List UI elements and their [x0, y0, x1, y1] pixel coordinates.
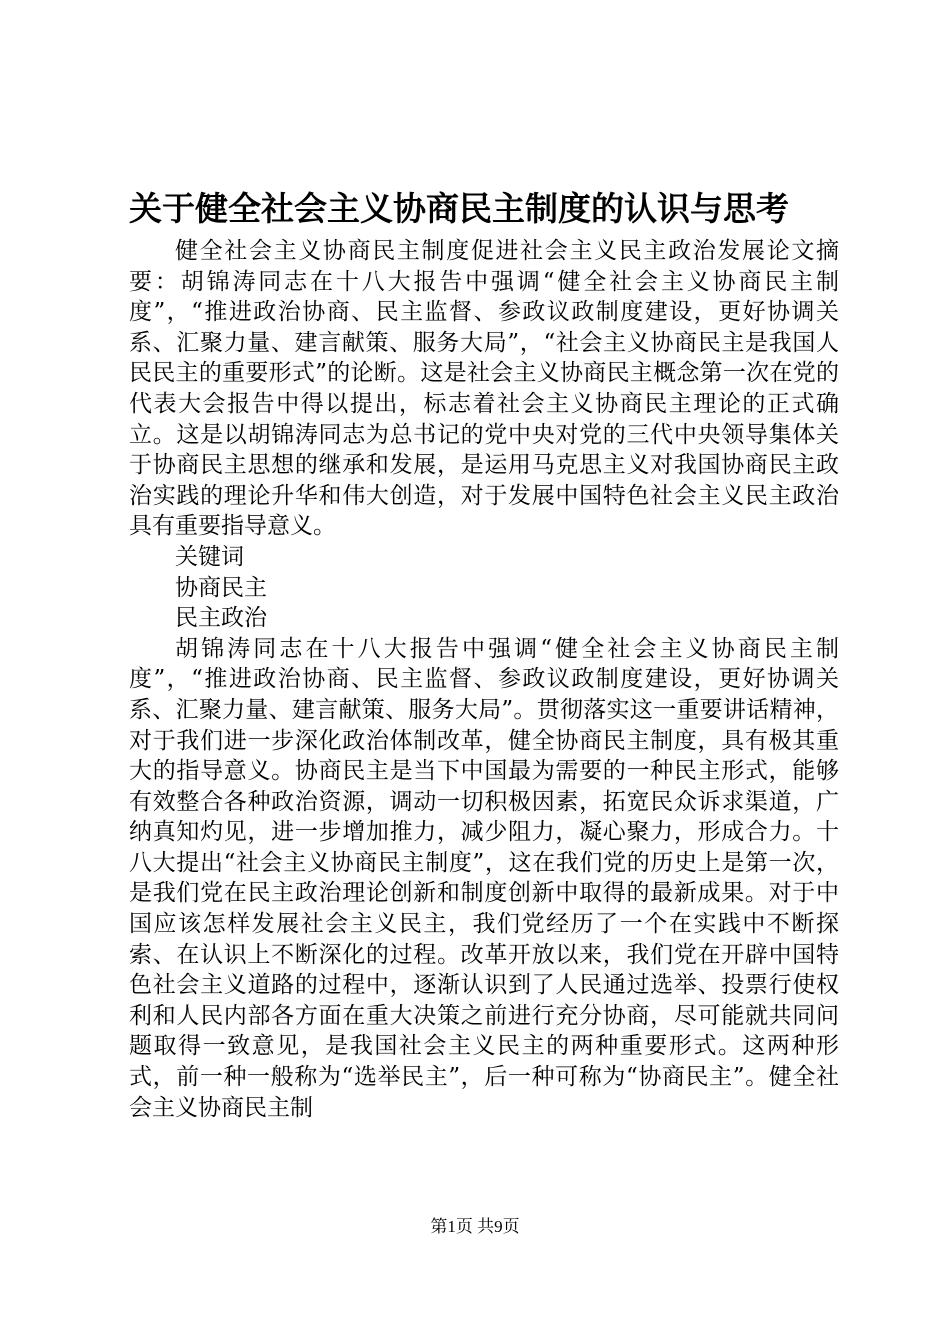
document-title: 关于健全社会主义协商民主制度的认识与思考 — [129, 189, 789, 228]
page-number-footer: 第1页 共9页 — [430, 1217, 520, 1236]
abstract-paragraph: 健全社会主义协商民主制度促进社会主义民主政治发展论文摘要：胡锦涛同志在十八大报告中强调“健全社会主义协商民主制度”，“推进政治协商、民主监督、参政议政制度建设，更好协调关系、汇聚力量、建言献策、服务大局”，“社会主义协商民主是我国人民民主的重要形式”的论断。这是社会主义协商民主概念第一次在党的代表大会报告中得以提出，标志着社会主义协商民主理论的正式确立。这是以胡锦涛同志为总书记的党中央对党的三代中央领导集体关于协商民主思想的继承和发展，是运用马克思主义对我国协商民主政治实践的理论升华和伟大创造，对于发展中国特色社会主义民主政治具有重要指导意义。 — [129, 238, 839, 540]
document-body — [129, 236, 839, 1123]
keyword-item: 民主政治 — [175, 605, 267, 632]
keywords-label: 关键词 — [175, 543, 244, 570]
keyword-item: 协商民主 — [175, 574, 267, 601]
body-paragraph: 胡锦涛同志在十八大报告中强调“健全社会主义协商民主制度”，“推进政治协商、民主监督、参政议政制度建设，更好协调关系、汇聚力量、建言献策、服务大局”。贯彻落实这一重要讲话精神，对于我们进一步深化政治体制改革，健全协商民主制度，具有极其重大的指导意义。协商民主是当下中国最为需要的一种民主形式，能够有效整合各种政治资源，调动一切积极因素，拓宽民众诉求渠道，广纳真知灼见，进一步增加推力，减少阻力，凝心聚力，形成合力。十八大提出“社会主义协商民主制度”，这在我们党的历史上是第一次，是我们党在民主政治理论创新和制度创新中取得的最新成果。对于中国应该怎样发展社会主义民主，我们党经历了一个在实践中不断探索、在认识上不断深化的过程。改革开放以来，我们党在开辟中国特色社会主义道路的过程中，逐渐认识到了人民通过选举、投票行使权利和人民内部各方面在重大决策之前进行充分协商，尽可能就共同问题取得一致意见，是我国社会主义民主的两种重要形式。这两种形式，前一种一般称为“选举民主”，后一种可称为“协商民主”。健全社会主义协商民主制 — [129, 635, 839, 1121]
